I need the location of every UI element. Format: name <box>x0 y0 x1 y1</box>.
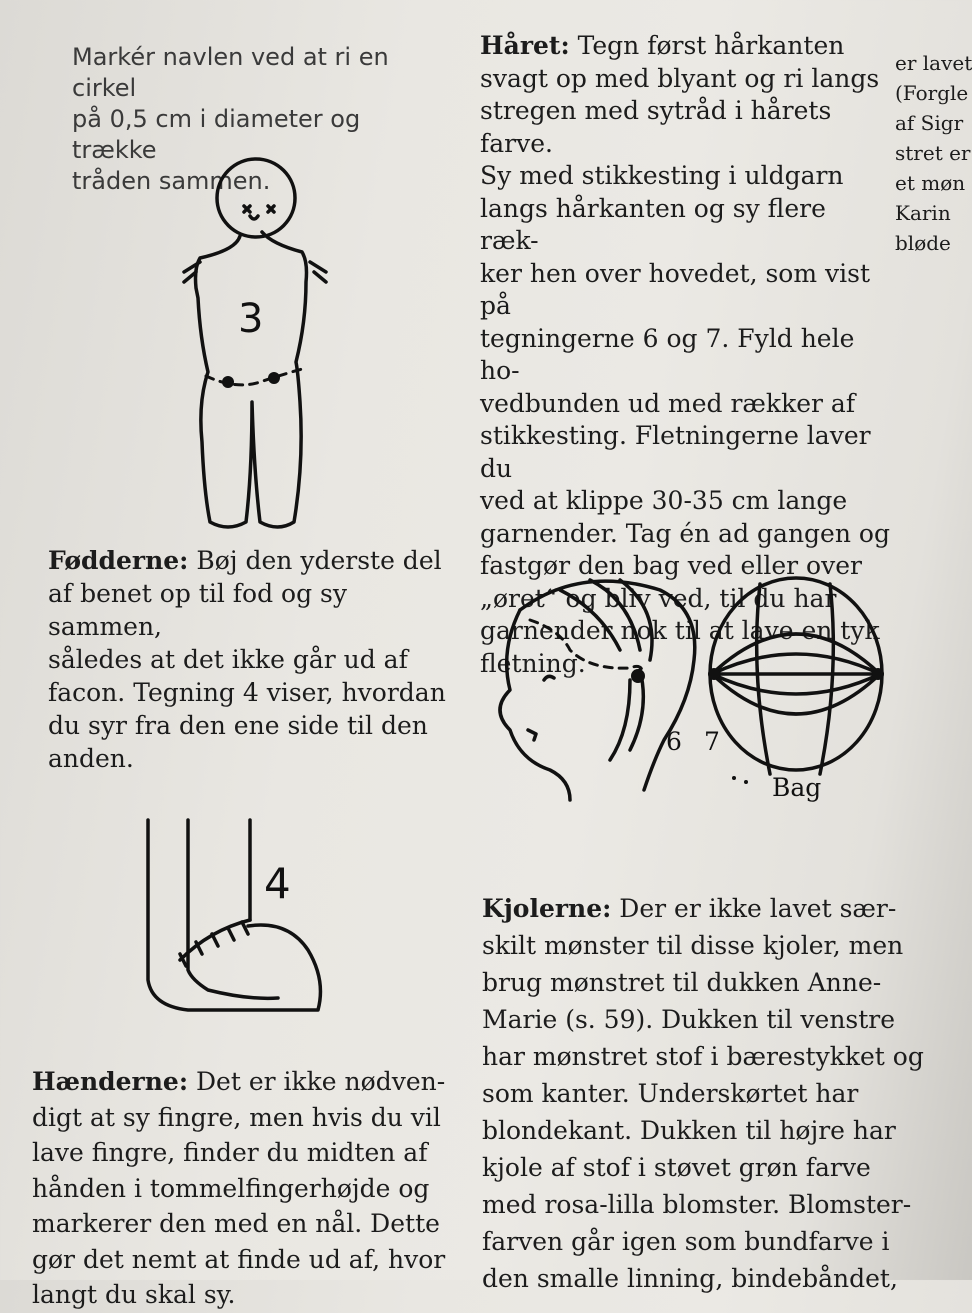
foot-outer-outline <box>148 820 320 1010</box>
doll-seam-line <box>206 368 306 385</box>
neighbor-line: stret er <box>895 141 971 165</box>
dot-mark <box>744 780 748 784</box>
haaret-text: Tegn først hårkanten svagt op med blyant og ri langs stregen med sytråd i hårets farve. Sy med stikkesting i uldgarn langs hårkanten og sy flere ræk- ker hen over hovedet, som vist på tegningerne 6 og 7. Fyld hele ho- vedbunden ud med rækker af stikkesting. Fletningerne laver du ved at klippe 30-35 cm lange garnender. Tag én ad gangen og fastgør den bag ved eller over „øret“ og bliv ved, til du har garnender nok til at lave en tyk fletning. <box>480 31 890 678</box>
kjolerne-body <box>482 890 932 1297</box>
kjolerne-paragraph <box>482 890 932 1297</box>
fodderne-text: Bøj den yderste del af benet op til fod og sy sammen, således at det ikke går ud af facon. Tegning 4 viser, hvordan du syr fra den ene side til den anden. <box>48 546 446 773</box>
doll-figure-number: 3 <box>238 296 264 342</box>
kjolerne-text: Der er ikke lavet sær- skilt mønster til disse kjoler, men brug mønstret til dukken Anne- Marie (s. 59). Dukken til venstre har mønstret stof i bærestykket og som kanter. Underskørtet har blondekant. Dukken til højre har kjole af stof i støvet grøn farve med rosa-lilla blomster. Blomster- farven går igen som bundfarve i den smalle linning, bindebåndet, <box>482 894 924 1293</box>
head-side-number: 6 <box>666 727 682 756</box>
doll-mouth <box>250 216 258 219</box>
haenderne-paragraph <box>32 1064 462 1313</box>
foot-illustration <box>130 810 330 1020</box>
haenderne-label: Hænderne: <box>32 1067 189 1096</box>
hair-illustration <box>500 570 890 810</box>
foot-inner-line <box>188 820 278 998</box>
doll-head <box>217 159 295 237</box>
haaret-label: Håret: <box>480 31 570 60</box>
head-side-outline <box>520 581 695 790</box>
neighbor-line: Karin <box>895 201 951 225</box>
fodderne-body <box>48 544 458 775</box>
neighbor-line: et møn <box>895 171 966 195</box>
doll-navel-dot <box>222 376 234 388</box>
neighbor-line: af Sigr <box>895 111 964 135</box>
fodderne-label: Fødderne: <box>48 546 189 575</box>
doll-navel-dot <box>268 372 280 384</box>
head-side-face <box>500 610 570 800</box>
foot-figure-number: 4 <box>264 859 291 908</box>
hair-arcs <box>757 584 834 774</box>
head-back-label: Bag <box>772 773 822 802</box>
fodderne-paragraph <box>48 544 458 775</box>
dot-mark <box>732 776 736 780</box>
intro-text: Markér navlen ved at ri en cirkel på 0,5 cm i diameter og trække tråden sammen. <box>72 43 389 195</box>
neighbor-line: (Forgle <box>895 81 969 105</box>
hairline-dashed <box>530 620 642 670</box>
hair-knot-dot <box>631 669 645 683</box>
back-left-dot <box>708 668 720 680</box>
foot-stitch-marks <box>180 922 248 966</box>
haenderne-body <box>32 1064 462 1313</box>
mouth-mark <box>528 730 536 740</box>
doll-body-illustration <box>170 150 340 540</box>
back-right-dot <box>872 668 884 680</box>
neighbor-page-text <box>895 48 972 258</box>
neighbor-line: bløde <box>895 231 951 255</box>
neighbor-line: er lavet <box>895 51 972 75</box>
hair-rows <box>712 634 880 714</box>
kjolerne-label: Kjolerne: <box>482 894 612 923</box>
haenderne-text: Det er ikke nødven- digt at sy fingre, men hvis du vil lave fingre, finder du midten af hånden i tommelfingerhøjde og markerer den med en nål. Dette gør det nemt at finde ud af, hvor langt du skal sy. <box>32 1067 446 1309</box>
eye-mark <box>544 676 554 680</box>
doll-eyes <box>244 206 274 212</box>
head-back-number: 7 <box>704 727 720 756</box>
